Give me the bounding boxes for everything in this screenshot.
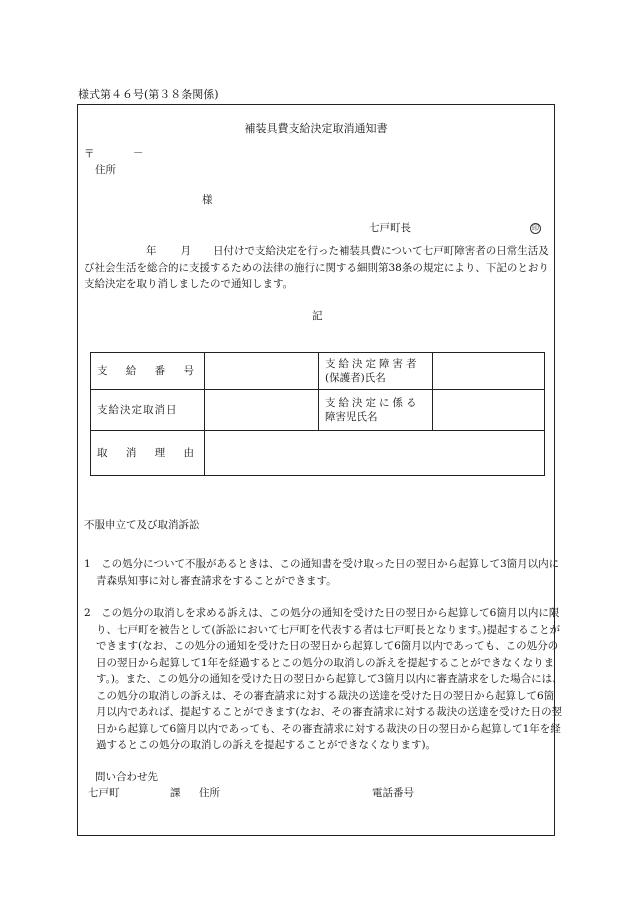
seal-mark: 印 xyxy=(532,224,539,232)
contact-address-label: 住所 xyxy=(199,787,220,799)
appeal-item-2: 2 この処分の取消しを求める訴えは、この処分の通知を受けた日の翌日から起算して6箇月以内に限り、七戸町を被告として(訴訟において七戸町を代表する者は七戸町長となります。)提起することができます(なお、この処分の通知を受けた日の翌日から起算して6箇月以内であっても、この処分の日の翌日から起算して1年を経過するとこの処分の取消しの訴えを提起することができなくなります。)。また、この処分の通知を受けた日の翌日から起算して3箇月以内に審査請求をした場合には、この処分の取消しの訴えは、その審査請求に対する裁決の送達を受けた日の翌日から起算して6箇月以内であれば、提起することができます(なお、その審査請求に対する裁決の送達を受けた日の翌日から起算して6箇月以内であっても、その審査請求に対する裁決の日の翌日から起算して1年を経過するとこの処分の取消しの訴えを提起することができなくなります)。 xyxy=(84,607,563,751)
year-label: 年 xyxy=(146,245,157,257)
cancellation-date-value xyxy=(205,390,319,431)
document-title: 補装具費支給決定取消通知書 xyxy=(244,122,388,135)
appeal-item-1: 1 この処分について不服があるときは、この通知書を受け取った日の翌日から起算して3箇月以内に青森県知事に対し審査請求をすることができます。 xyxy=(84,558,560,587)
decision-table xyxy=(90,352,545,476)
label-payment-number: 支 給 番 号 xyxy=(91,353,205,390)
ki-heading: 記 xyxy=(312,310,323,322)
contact-section: 課 xyxy=(170,787,181,799)
notice-frame xyxy=(77,104,563,836)
postal-dash: － xyxy=(133,147,144,159)
child-name-value xyxy=(433,390,545,431)
notice-paragraph xyxy=(84,243,552,293)
label-recipient-name: 支給決定障害者 (保護者)氏名 xyxy=(319,353,433,390)
label-child-name: 支給決定に係る 障害児氏名 xyxy=(319,390,433,431)
postal-mark: 〒 xyxy=(84,148,95,160)
address-label: 住所 xyxy=(95,164,116,176)
label-cancellation-reason: 取 消 理 由 xyxy=(91,431,205,476)
month-label: 月 xyxy=(180,245,191,257)
contact-phone-label: 電話番号 xyxy=(372,787,414,799)
cancellation-reason-value xyxy=(205,431,545,476)
contact-heading: 問い合わせ先 xyxy=(95,771,158,783)
contact-town: 七戸町 xyxy=(88,787,120,799)
notice-text: 日付けで支給決定を行った補装具費について七戸町障害者の日常生活及び社会生活を総合的に支援するための法律の施行に関する細則第38条の規定により、下記のとおり支給決定を取り消しましたので通知します。 xyxy=(84,245,549,290)
recipient-name-value xyxy=(433,353,545,390)
appeal-heading: 不服申立て及び取消訴訟 xyxy=(84,519,200,531)
honorific-sama: 様 xyxy=(202,194,213,206)
form-number: 様式第４６号(第３８条関係) xyxy=(78,88,219,101)
issuer-name: 七戸町長 xyxy=(369,222,411,234)
label-cancellation-date: 支給決定取消日 xyxy=(91,390,205,431)
payment-number-value xyxy=(205,353,319,390)
